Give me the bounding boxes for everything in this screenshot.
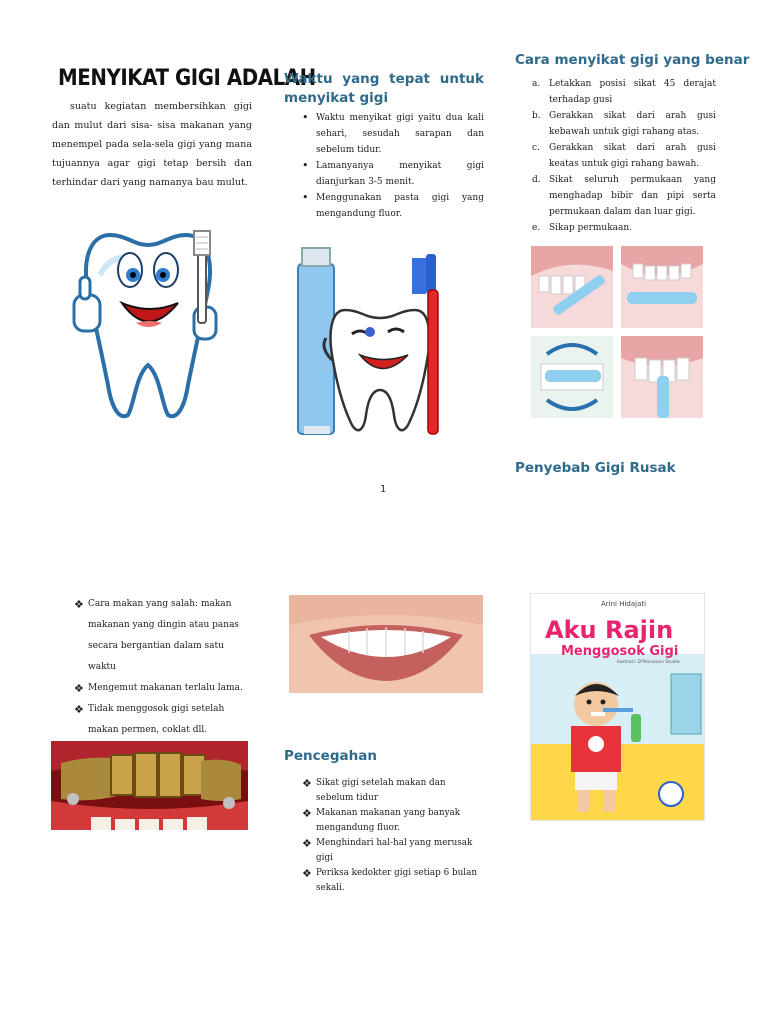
- list-text: Gerakkan sikat dari arah gusi kebawah untuk gigi rahang atas.: [549, 111, 716, 137]
- diamond-bullet-icon: ❖: [302, 837, 312, 850]
- list-text: Periksa kedokter gigi setiap 6 bulan sekali.: [316, 868, 478, 893]
- diamond-bullet-icon: ❖: [74, 598, 84, 611]
- pencegahan-list: [302, 776, 482, 896]
- list-text: makan permen, coklat dll.: [88, 725, 208, 735]
- smile-photo: [289, 595, 483, 693]
- diamond-bullet-icon: ❖: [74, 682, 84, 695]
- decayed-teeth-photo: [51, 741, 248, 830]
- list-marker: b.: [532, 111, 541, 121]
- main-title: MENYIKAT GIGI ADALAH: [58, 66, 316, 91]
- list-item: • Lamanyanya menyikat gigi dianjurkan 3-5 menit.: [300, 158, 484, 190]
- list-item: [74, 699, 254, 741]
- list-marker: c.: [532, 143, 540, 153]
- penyebab-title: Penyebab Gigi Rusak: [515, 460, 676, 476]
- book-illustrator: Ilustrasi: D'Pencausn Studio: [617, 660, 680, 665]
- cara-title: Cara menyikat gigi yang benar: [515, 52, 750, 68]
- list-text: makanan yang dingin atau panas: [88, 620, 240, 630]
- page-number: 1: [380, 484, 387, 495]
- list-marker: e.: [532, 223, 541, 233]
- list-text: Sikat seluruh permukaan yang menghadap bibir dan pipi serta permukaan dalam dan luar gigi.: [549, 175, 716, 217]
- list-item: [532, 140, 716, 172]
- pencegahan-title: Pencegahan: [284, 748, 377, 764]
- diamond-bullet-icon: ❖: [302, 867, 312, 880]
- list-marker: d.: [532, 175, 541, 185]
- list-item: [302, 806, 482, 836]
- list-item: [532, 76, 716, 108]
- list-text: Menghindari hal-hal yang merusak gigi: [316, 838, 473, 863]
- list-item: [532, 172, 716, 220]
- book-author: Arini Hidajati: [601, 600, 647, 608]
- waktu-list: [300, 110, 484, 222]
- list-item: [302, 866, 482, 896]
- boy-brushing-illustration: [531, 594, 704, 820]
- list-item: [532, 220, 716, 236]
- waktu-title-line1: Waktu yang tepat untuk: [284, 71, 484, 87]
- list-item: [532, 108, 716, 140]
- diamond-bullet-icon: ❖: [302, 807, 312, 820]
- happy-tooth-illustration: [70, 215, 230, 433]
- list-text: secara bergantian dalam satu waktu: [88, 641, 224, 672]
- list-text: Makanan makanan yang banyak mengandung fluor.: [316, 808, 461, 833]
- diamond-bullet-icon: ❖: [74, 703, 84, 716]
- list-item: [74, 678, 254, 699]
- list-item: [302, 776, 482, 806]
- book-title-line2: Menggosok Gigi: [561, 644, 679, 659]
- list-text: Cara makan yang salah: makan: [88, 599, 232, 609]
- cara-list: [532, 76, 716, 236]
- book-cover: [530, 593, 705, 821]
- list-text: Sikap permukaan.: [549, 223, 633, 233]
- brushing-steps-illustration: [531, 246, 703, 418]
- list-item: [74, 594, 254, 678]
- list-item: • Waktu menyikat gigi yaitu dua kali sehari, sesudah sarapan dan sebelum tidur.: [300, 110, 484, 158]
- penyebab-list: [74, 594, 254, 762]
- diamond-bullet-icon: ❖: [302, 777, 312, 790]
- list-text: Tidak menggosok gigi setelah: [88, 704, 225, 714]
- intro-paragraph: suatu kegiatan membersihkan gigi dan mulut dari sisa- sisa makanan yang menempel pada sela-sela gigi yang mana tujuannya agar gigi tetap bersih dan terhindar dari yang namanya bau mulut.: [52, 101, 252, 188]
- list-text: Mengemut makanan terlalu lama.: [88, 683, 243, 693]
- waktu-title: [284, 70, 484, 108]
- tooth-toothpaste-illustration: [290, 240, 460, 440]
- list-item: • Menggunakan pasta gigi yang mengandung fluor.: [300, 190, 484, 222]
- list-text: Sikat gigi setelah makan dan sebelum tidur: [316, 778, 446, 803]
- book-title-line1: Aku Rajin: [545, 616, 674, 644]
- list-text: Letakkan posisi sikat 45 derajat terhadap gusi: [549, 79, 716, 105]
- list-text: Gerakkan sikat dari arah gusi keatas untuk gigi rahang bawah.: [549, 143, 716, 169]
- list-marker: a.: [532, 79, 541, 89]
- waktu-title-line2: menyikat gigi: [284, 90, 389, 106]
- list-item: [302, 836, 482, 866]
